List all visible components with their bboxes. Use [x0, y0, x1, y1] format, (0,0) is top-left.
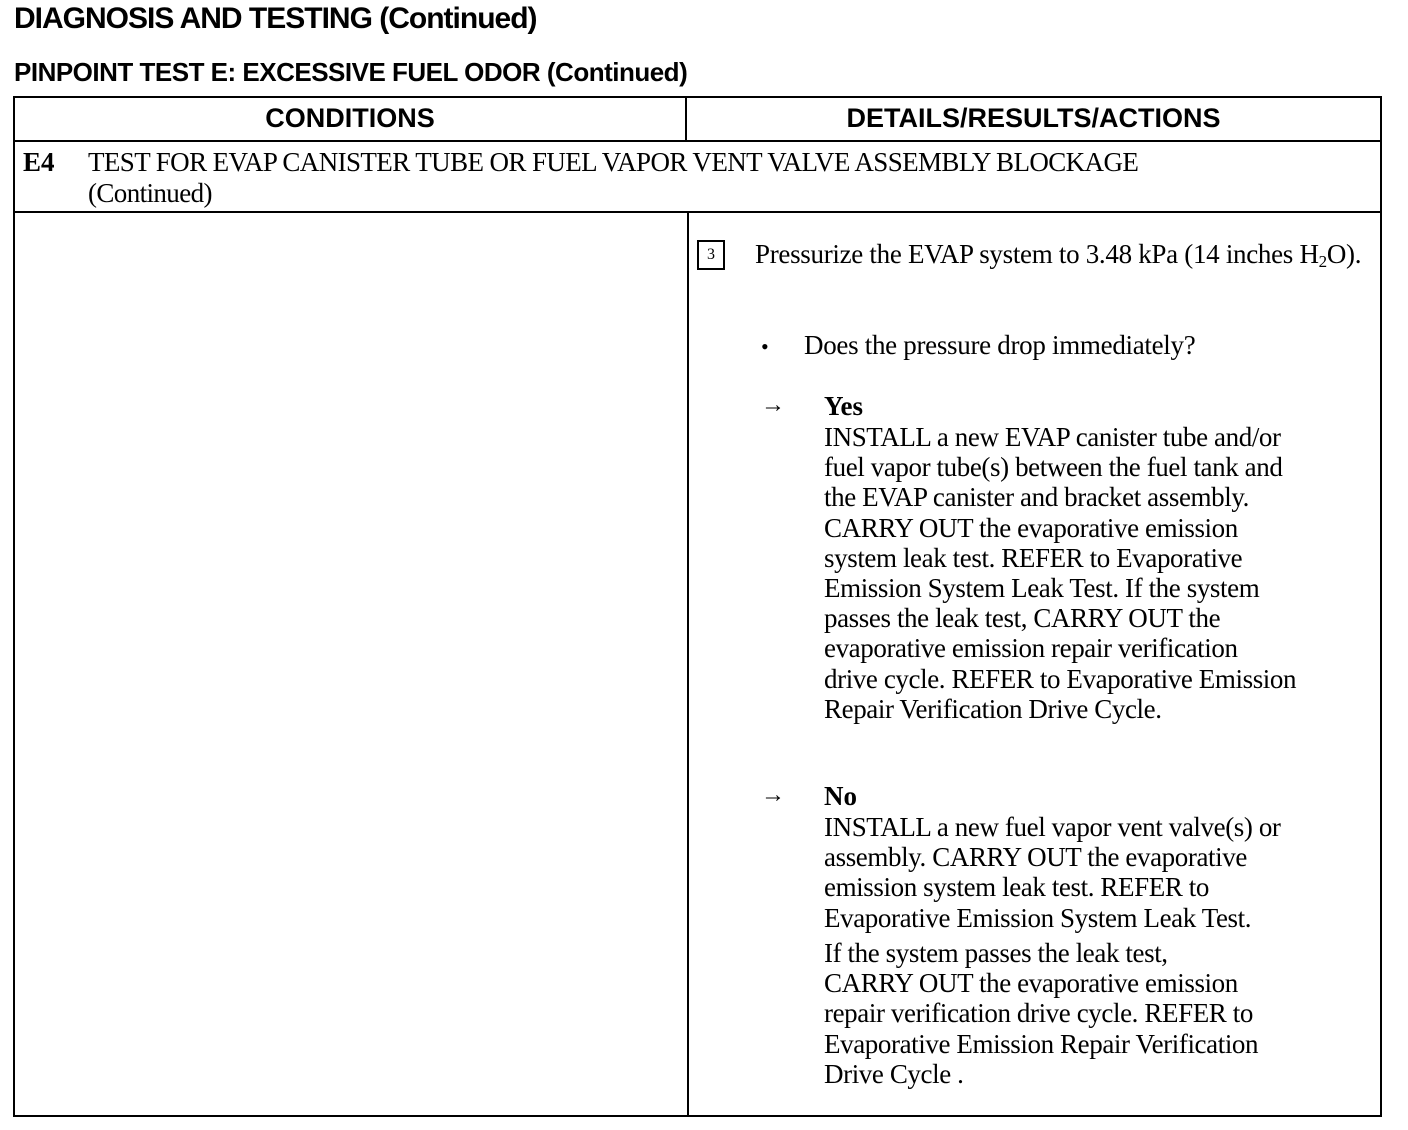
instruction-prefix: Pressurize the EVAP system to 3.48 kPa (14 inches H: [755, 239, 1319, 269]
result-no-followup: If the system passes the leak test, CARRY OUT the evaporative emission repair verification drive cycle. REFER to Evaporative Emission Repair Verification Drive Cycle .: [824, 938, 1259, 1089]
result-no-label: No: [824, 781, 857, 811]
step-instruction: [755, 239, 1375, 270]
test-question: Does the pressure drop immediately?: [804, 330, 1196, 360]
page-heading: DIAGNOSIS AND TESTING (Continued): [14, 2, 537, 35]
header-bottom-rule: [15, 140, 1380, 142]
arrow-right-icon: →: [761, 392, 785, 418]
conditions-column-header: CONDITIONS: [265, 103, 435, 133]
result-yes-label: Yes: [824, 391, 863, 421]
details-column-header: DETAILS/RESULTS/ACTIONS: [846, 103, 1221, 133]
step-title-continued: (Continued): [88, 178, 212, 208]
step-title-line: TEST FOR EVAP CANISTER TUBE OR FUEL VAPOR VENT VALVE ASSEMBLY BLOCKAGE: [88, 147, 1139, 177]
pinpoint-test-table: [13, 96, 1382, 1117]
step-id: E4: [23, 147, 55, 177]
body-column-divider: [687, 213, 689, 1115]
instruction-subscript: 2: [1318, 252, 1327, 271]
instruction-suffix: O).: [1326, 239, 1362, 269]
step-number-box: 3: [697, 240, 725, 270]
bullet-icon: •: [761, 334, 769, 359]
result-yes-action: INSTALL a new EVAP canister tube and/or fuel vapor tube(s) between the fuel tank and the EVAP canister and bracket assembly. CARRY OUT the evaporative emission system leak test. REFER to Evaporative Emission System Leak Test. If the system passes the leak test, CARRY OUT the evaporative emission repair verification drive cycle. REFER to Evaporative Emission Repair Verification Drive Cycle.: [824, 422, 1297, 724]
pinpoint-test-title: PINPOINT TEST E: EXCESSIVE FUEL ODOR (Continued): [14, 57, 688, 87]
step-title: [88, 147, 1138, 209]
result-no-action: INSTALL a new fuel vapor vent valve(s) or assembly. CARRY OUT the evaporative emission system leak test. REFER to Evaporative Emission System Leak Test.: [824, 812, 1281, 933]
arrow-right-icon: →: [761, 782, 785, 808]
step-title-bottom-rule: [15, 211, 1380, 213]
